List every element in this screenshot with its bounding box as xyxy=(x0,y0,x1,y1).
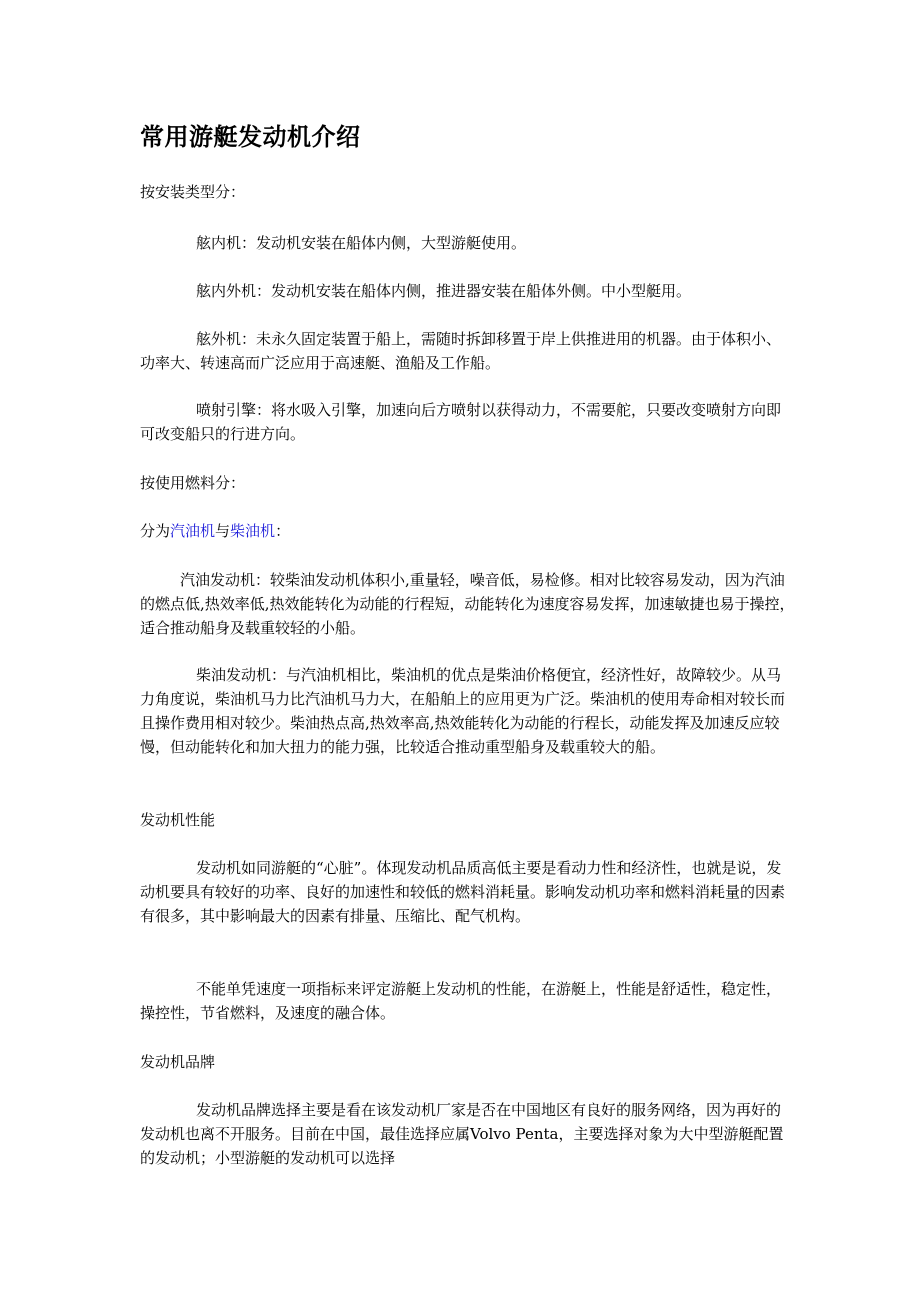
section-heading-performance: 发动机性能 xyxy=(140,811,216,829)
paragraph-performance-1: 发动机如同游艇的“心脏”。体现发动机品质高低主要是看动力性和经济性，也就是说，发动机要具有较好的功率、良好的加速性和较低的燃料消耗量。影响发动机功率和燃料消耗量的因素有很多，其中影响最大的因素有排量、压缩比、配气机构。 xyxy=(140,859,786,925)
paragraph-inboard-outboard: 舷内外机：发动机安装在船体内侧，推进器安装在船体外侧。中小型艇用。 xyxy=(196,282,692,300)
section-heading-install-type: 按安装类型分： xyxy=(140,183,246,201)
paragraph-diesel-engine: 柴油发动机：与汽油机相比，柴油机的优点是柴油价格便宜，经济性好，故障较少。从马力角度说，柴油机马力比汽油机马力大，在船舶上的应用更为广泛。柴油机的使用寿命相对较长而且操作费用相对较少。柴油热点高,热效率高,热效能转化为动能的行程长，动能发挥及加速反应较慢，但动能转化和加大扭力的能力强，比较适合推动重型船身及载重较大的船。 xyxy=(140,666,786,756)
fuel-split-prefix: 分为 xyxy=(140,522,171,540)
page-title: 常用游艇发动机介绍 xyxy=(140,122,361,151)
fuel-split-middle: 与 xyxy=(215,522,231,540)
paragraph-fuel-split xyxy=(140,519,795,543)
paragraph-gasoline-engine: 汽油发动机：较柴油发动机体积小,重量轻，噪音低，易检修。相对比较容易发动，因为汽油的燃点低,热效率低,热效能转化为动能的行程短，动能转化为速度容易发挥，加速敏捷也易于操控，适合推动船身及载重较轻的小船。 xyxy=(140,571,795,637)
fuel-split-suffix: ： xyxy=(275,522,291,540)
paragraph-outboard: 舷外机：未永久固定装置于船上，需随时拆卸移置于岸上供推进用的机器。由于体积小、功率大、转速高而广泛应用于高速艇、渔船及工作船。 xyxy=(140,330,782,372)
paragraph-jet-engine: 喷射引擎：将水吸入引擎，加速向后方喷射以获得动力，不需要舵，只要改变喷射方向即可改变船只的行进方向。 xyxy=(140,401,782,443)
section-heading-fuel-type: 按使用燃料分： xyxy=(140,474,246,492)
section-heading-brand: 发动机品牌 xyxy=(140,1053,216,1071)
paragraph-performance-2: 不能单凭速度一项指标来评定游艇上发动机的性能，在游艇上，性能是舒适性，稳定性，操控性，节省燃料，及速度的融合体。 xyxy=(140,980,782,1022)
paragraph-inboard: 舷内机：发动机安装在船体内侧，大型游艇使用。 xyxy=(196,234,527,252)
link-diesel-engine[interactable]: 柴油机 xyxy=(230,522,276,540)
paragraph-brand: 发动机品牌选择主要是看在该发动机厂家是否在中国地区有良好的服务网络，因为再好的发动机也离不开服务。目前在中国，最佳选择应属Volvo Penta，主要选择对象为大中型游艇配置的发动机；小型游艇的发动机可以选择 xyxy=(140,1101,784,1167)
link-gasoline-engine[interactable]: 汽油机 xyxy=(170,522,216,540)
